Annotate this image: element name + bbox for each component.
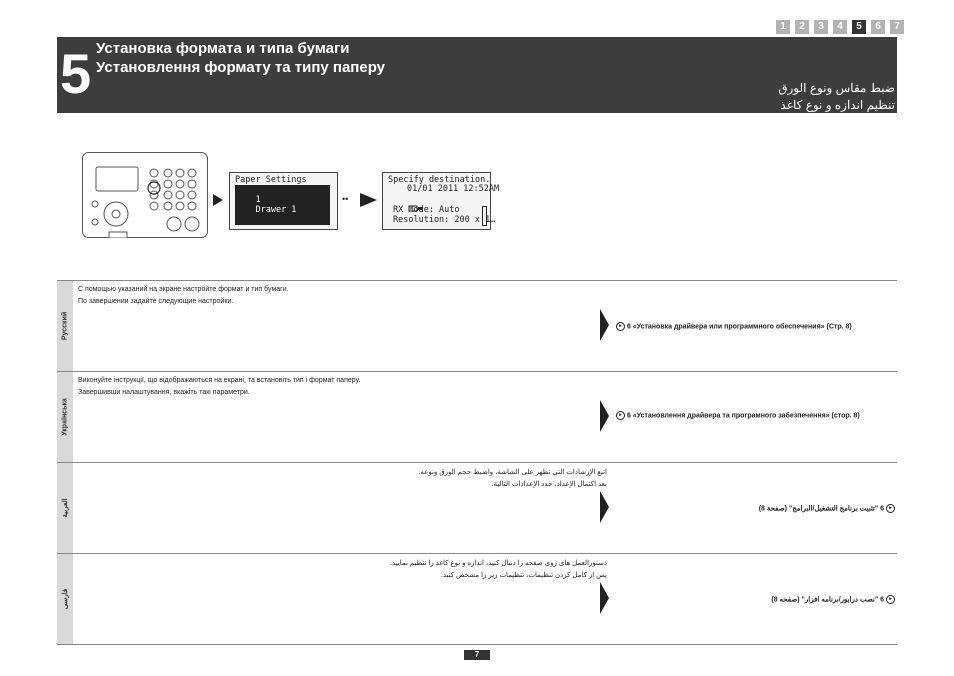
next-step-ref[interactable]	[771, 595, 895, 604]
arrow-icon	[600, 491, 609, 523]
section-banner	[57, 37, 897, 113]
lang-label: العربية	[62, 498, 69, 518]
lcd1-title: Paper Settings	[235, 175, 307, 185]
row-text-1: دستورالعمل های روی صفحه را دنبال کنید، اندازه و نوع کاغذ را تنظیم نمایید.	[390, 560, 607, 567]
row-text-2: پس از کامل کردن تنظیمات، تنظیمات زیر را مشخص کنید.	[440, 572, 607, 579]
lang-tab	[57, 554, 73, 644]
row-text-2: Завершивши налаштування, вкажіть такі параметри.	[78, 389, 250, 396]
lang-tab	[57, 281, 73, 371]
lcd1-selected-item	[235, 185, 330, 225]
next-step-ref[interactable]	[759, 504, 895, 513]
drawer-number-icon: 1	[255, 195, 261, 205]
lcd2-scrollbar	[482, 206, 487, 226]
section-number: 5	[60, 42, 92, 105]
step-3: 3	[814, 20, 828, 34]
lang-label: فارسی	[62, 588, 69, 610]
step-5-current: 5	[852, 20, 866, 34]
ref-label: 6 "نصب درایور/برنامه افزار" (صفحه 8)	[771, 596, 885, 604]
row-ukrainian	[57, 371, 897, 462]
step-indicator	[776, 20, 906, 34]
ref-label: 6 «Установлення драйвера та програмного забезпечення» (стор. 8)	[626, 412, 860, 420]
lcd2-resolution: Resolution: 200 x 1…	[393, 215, 496, 225]
arrow-icon	[600, 400, 609, 432]
circle-arrow-icon: ▸	[886, 595, 895, 604]
row-russian	[57, 280, 897, 371]
lcd-main-screen	[382, 172, 500, 230]
step-4: 4	[833, 20, 847, 34]
step-2: 2	[795, 20, 809, 34]
circle-arrow-icon: ▸	[886, 504, 895, 513]
lcd1-item-label: Drawer 1	[255, 205, 297, 215]
step-6: 6	[871, 20, 885, 34]
lang-label: Українська	[61, 398, 69, 436]
row-farsi	[57, 553, 897, 645]
arrow-icon	[600, 309, 609, 341]
arrow-icon	[213, 194, 223, 206]
lcd2-datetime: 01/01 2011 12:52AM	[407, 184, 500, 194]
step-7: 7	[890, 20, 904, 34]
arrow-icon	[360, 193, 377, 207]
next-step-ref[interactable]	[616, 411, 860, 420]
lcd2-line1: Specify destination.	[388, 175, 491, 185]
lcd2-rx-mode: RX Mode: Auto	[393, 205, 460, 215]
language-table	[57, 280, 897, 645]
title-fa: تنظیم اندازه و نوع کاغذ	[780, 98, 895, 112]
control-panel-illustration	[82, 152, 208, 238]
title-ar: ضبط مقاس ونوع الورق	[778, 81, 895, 95]
row-text-1: С помощью указаний на экране настройте формат и тип бумаги.	[78, 286, 289, 293]
lang-label: Русский	[61, 311, 69, 341]
row-arabic	[57, 462, 897, 553]
next-step-ref[interactable]	[616, 322, 852, 331]
ref-label: 6 «Установка драйвера или программного обеспечения» (Стр. 8)	[626, 323, 852, 331]
row-text-1: اتبع الإرشادات التي تظهر على الشاشة، واضبط حجم الورق ونوعه.	[418, 469, 607, 476]
row-text-2: بعد اكتمال الإعداد، حدد الإعدادات التالية.	[491, 481, 607, 488]
lang-tab	[57, 463, 73, 553]
circle-arrow-icon: ▸	[616, 411, 625, 420]
dotted-arrow-icon: ••	[342, 194, 349, 204]
circle-arrow-icon: ▸	[616, 322, 625, 331]
arrow-icon	[600, 582, 609, 614]
lang-tab	[57, 372, 73, 462]
title-uk: Установлення формату та типу паперу	[96, 59, 386, 76]
row-text-1: Виконуйте інструкції, що відображаються на екрані, та встановіть тип і формат паперу.	[78, 377, 361, 384]
step-1: 1	[776, 20, 790, 34]
row-text-2: По завершении задайте следующие настройки.	[78, 298, 234, 305]
page-number: 7	[464, 650, 490, 660]
title-ru: Установка формата и типа бумаги	[96, 40, 350, 57]
ref-label: 6 "تثبيت برنامج التشغيل/البرامج" (صفحة 8)	[758, 505, 885, 513]
lcd-paper-settings	[229, 172, 338, 230]
